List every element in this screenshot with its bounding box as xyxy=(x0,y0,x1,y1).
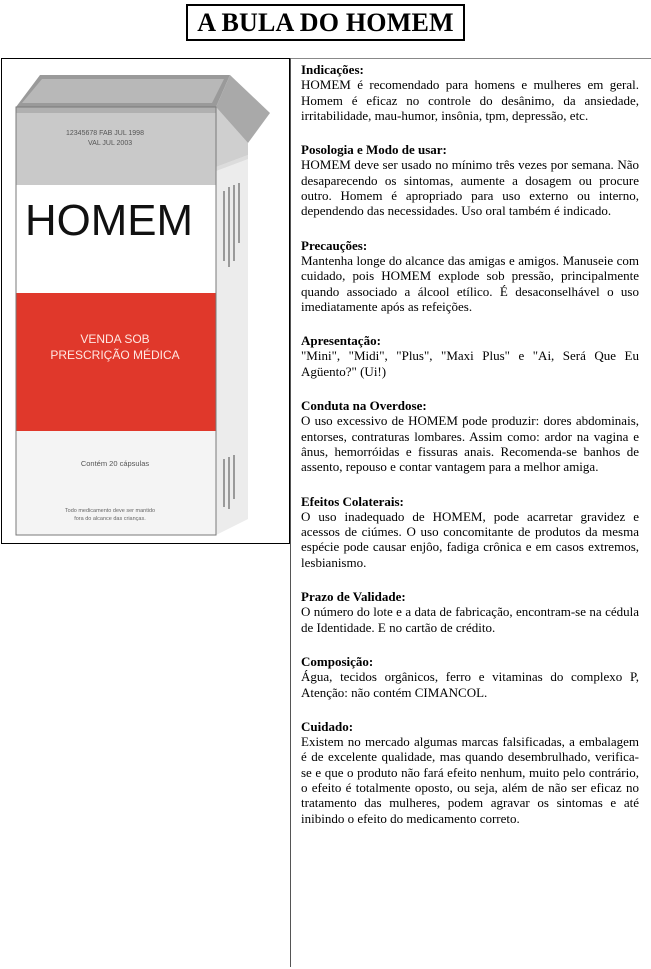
section-title: Cuidado: xyxy=(301,718,354,734)
section-body: Água, tecidos orgânicos, ferro e vitaminas do complexo P, Atenção: não contém CIMANCOL. xyxy=(301,669,639,700)
medicine-box-image xyxy=(1,58,290,544)
section-body: HOMEM é recomendado para homens e mulheres em geral. Homem é eficaz no controle do desânimo, da ansiedade, irritabilidade, mau-humor, insônia, tpm, depressão, etc. xyxy=(301,77,639,123)
lot-number: 12345678 FAB JUL 1998 xyxy=(66,130,144,137)
page-title: A BULA DO HOMEM xyxy=(186,4,465,41)
section-efeitos-colaterais xyxy=(301,494,639,570)
section-body: O número do lote e a data de fabricação, encontram-se na cédula de Identidade. E no cartão de crédito. xyxy=(301,604,639,635)
section-composicao xyxy=(301,654,639,700)
brand-name: HOMEM xyxy=(25,196,193,245)
section-body: O uso excessivo de HOMEM pode produzir: dores abdominais, entorses, contraturas lombares. Assim como: ardor na vagina e ânus, hemorróidas e fissuras anais. Recomenda-se banhos de assento, repouso e contar vantagem para a melhor amiga. xyxy=(301,413,639,475)
section-title: Efeitos Colaterais: xyxy=(301,493,404,509)
section-apresentacao xyxy=(301,333,639,379)
contents-label: Contém 20 cápsulas xyxy=(80,459,150,468)
section-body: Existem no mercado algumas marcas falsificadas, a embalagem é de excelente qualidade, mas quando desembrulhado, verifica-se e que o produto não fará efeito nenhum, muito pelo contrário, o efeito é totalmente oposto, ou seja, além de não ser eficaz no tratamento das mulheres, podem agravar os sintomas e até inibindo o efeito do medicamento correto. xyxy=(301,734,639,826)
section-indicacoes xyxy=(301,62,639,123)
section-title: Prazo de Validade: xyxy=(301,589,406,605)
medicine-box-illustration xyxy=(2,59,289,543)
section-title: Conduta na Overdose: xyxy=(301,398,427,414)
section-title: Precauções: xyxy=(301,237,368,253)
section-body: HOMEM deve ser usado no mínimo três vezes por semana. Não desaparecendo os sintomas, aumente a dosagem ou procure outro. Homem é apropriado para uso externo ou interno, dependendo das necessidades. Uso oral também é indicado. xyxy=(301,157,639,219)
section-posologia xyxy=(301,142,639,218)
sale-line-1: VENDA SOB xyxy=(80,332,150,346)
section-title: Composição: xyxy=(301,653,374,669)
validity-date: VAL JUL 2003 xyxy=(88,140,133,147)
warning-line-2: fora do alcance das crianças. xyxy=(74,516,146,522)
column-divider xyxy=(290,58,291,967)
section-title: Indicações: xyxy=(301,62,364,77)
warning-line-1: Todo medicamento deve ser mantido xyxy=(64,508,156,514)
section-body: "Mini", "Midi", "Plus", "Maxi Plus" e "Ai, Será Que Eu Agüento?" (Ui!) xyxy=(301,348,639,379)
section-cuidado xyxy=(301,719,639,826)
section-overdose xyxy=(301,398,639,474)
sale-line-2: PRESCRIÇÃO MÉDICA xyxy=(50,348,180,362)
section-precaucoes xyxy=(301,238,639,314)
table-top-border xyxy=(290,58,651,59)
section-title: Apresentação: xyxy=(301,333,381,349)
section-title: Posologia e Modo de usar: xyxy=(301,142,447,158)
section-prazo-validade xyxy=(301,589,639,635)
section-body: O uso inadequado de HOMEM, pode acarretar gravidez e acessos de ciúmes. O uso concomitante de produtos da mesma espécie pode causar enjôo, fadiga crônica e em casos extremos, lesbianismo. xyxy=(301,508,639,570)
section-body: Mantenha longe do alcance das amigas e amigos. Manuseie com cuidado, pois HOMEM explode sob pressão, principalmente quando associado a álcool etílico. É desaconselhável o uso imediatamente após as refeições. xyxy=(301,252,639,314)
leaflet-text xyxy=(301,62,639,845)
